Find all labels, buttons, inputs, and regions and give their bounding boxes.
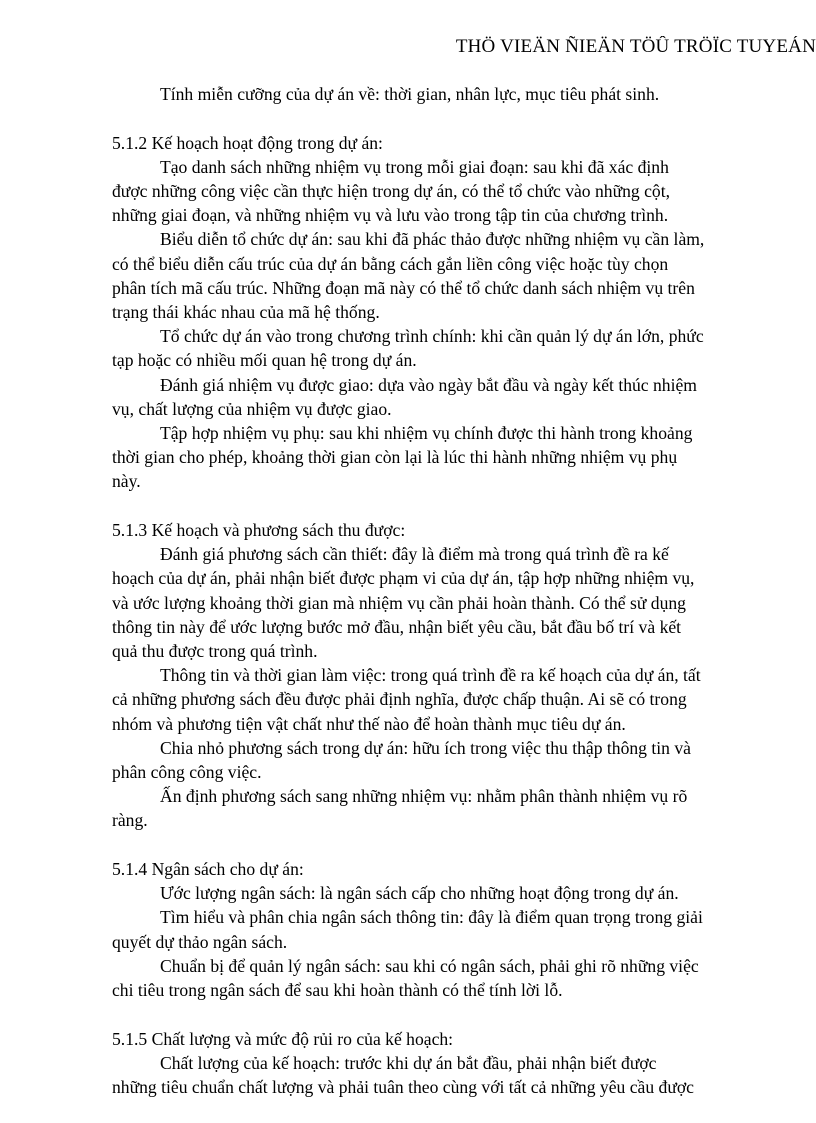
paragraph-line: trạng thái khác nhau của mã hệ thống. <box>112 302 380 323</box>
intro-line: Tính miễn cưỡng của dự án về: thời gian, nhân lực, mục tiêu phát sinh. <box>160 84 660 104</box>
paragraph-line: Tạo danh sách những nhiệm vụ trong mỗi giai đoạn: sau khi đã xác định <box>160 156 669 177</box>
paragraph-line: ràng. <box>112 810 148 831</box>
paragraph-line: Chia nhỏ phương sách trong dự án: hữu ích trong việc thu thập thông tin và <box>160 737 691 758</box>
paragraph-line: được những công việc cần thực hiện trong dự án, có thể tổ chức vào những cột, <box>112 181 671 201</box>
paragraph-line: Tìm hiểu và phân chia ngân sách thông tin: đây là điểm quan trọng trong giải <box>160 907 703 928</box>
paragraph-line: Tập hợp nhiệm vụ phụ: sau khi nhiệm vụ chính được thi hành trong khoảng <box>160 423 693 444</box>
paragraph-line: quyết dự thảo ngân sách. <box>112 931 288 952</box>
paragraph-line: có thể biểu diễn cấu trúc của dự án bằng cách gắn liền công việc hoặc tùy chọn <box>112 253 669 274</box>
page-header: THÖ VIEÄN ÑIEÄN TÖÛ TRÖÏC TUYEÁN <box>455 36 816 57</box>
paragraph-line: Ấn định phương sách sang những nhiệm vụ: nhằm phân thành nhiệm vụ rõ <box>160 786 688 807</box>
paragraph-line: phân tích mã cấu trúc. Những đoạn mã này có thể tổ chức danh sách nhiệm vụ trên <box>112 277 695 298</box>
paragraph-line: thông tin này để ước lượng bước mở đầu, nhận biết yêu cầu, bắt đầu bố trí và kết <box>112 616 682 637</box>
document-body <box>112 82 752 1099</box>
paragraph-line: và ước lượng khoảng thời gian mà nhiệm vụ cần phải hoàn thành. Có thể sử dụng <box>112 592 686 613</box>
paragraph-line: Chất lượng của kế hoạch: trước khi dự án bắt đầu, phải nhận biết được <box>160 1052 657 1073</box>
paragraph-line: cả những phương sách đều được phải định nghĩa, được chấp thuận. Ai sẽ có trong <box>112 689 687 710</box>
paragraph-line: Chuẩn bị để quản lý ngân sách: sau khi có ngân sách, phải ghi rõ những việc <box>160 955 699 976</box>
paragraph-line: Đánh giá nhiệm vụ được giao: dựa vào ngày bắt đầu và ngày kết thúc nhiệm <box>160 374 697 395</box>
paragraph-line: những tiêu chuẩn chất lượng và phải tuân theo cùng với tất cả những yêu cầu được <box>112 1077 694 1098</box>
paragraph-line: Đánh giá phương sách cần thiết: đây là điểm mà trong quá trình đề ra kế <box>160 544 669 565</box>
paragraph-line: chi tiêu trong ngân sách để sau khi hoàn thành có thể tính lời lỗ. <box>112 980 563 1001</box>
paragraph-line: này. <box>112 471 141 492</box>
paragraph-line: Ước lượng ngân sách: là ngân sách cấp cho những hoạt động trong dự án. <box>160 883 679 904</box>
paragraph-line: Thông tin và thời gian làm việc: trong quá trình đề ra kế hoạch của dự án, tất <box>160 665 701 686</box>
paragraph-line: nhóm và phương tiện vật chất như thế nào để hoàn thành mục tiêu dự án. <box>112 713 626 734</box>
paragraph-line: hoạch của dự án, phải nhận biết được phạm vi của dự án, tập hợp những nhiệm vụ, <box>112 568 695 589</box>
section-heading-5-1-5: 5.1.5 Chất lượng và mức độ rủi ro của kế hoạch: <box>112 1028 454 1049</box>
paragraph-line: thời gian cho phép, khoảng thời gian còn lại là lúc thi hành những nhiệm vụ phụ <box>112 447 678 468</box>
paragraph-line: vụ, chất lượng của nhiệm vụ được giao. <box>112 398 392 419</box>
section-heading-5-1-3: 5.1.3 Kế hoạch và phương sách thu được: <box>112 520 406 541</box>
paragraph-line: những giai đoạn, và những nhiệm vụ và lưu vào trong tập tin của chương trình. <box>112 205 669 226</box>
paragraph-line: Biểu diễn tổ chức dự án: sau khi đã phác thảo được những nhiệm vụ cần làm, <box>160 229 705 250</box>
paragraph-line: quả thu được trong quá trình. <box>112 641 318 662</box>
paragraph-line: Tổ chức dự án vào trong chương trình chính: khi cần quản lý dự án lớn, phức <box>160 326 704 347</box>
section-heading-5-1-4: 5.1.4 Ngân sách cho dự án: <box>112 859 304 880</box>
section-heading-5-1-2: 5.1.2 Kế hoạch hoạt động trong dự án: <box>112 132 383 153</box>
paragraph-line: tạp hoặc có nhiều mối quan hệ trong dự án. <box>112 350 417 371</box>
paragraph-line: phân công công việc. <box>112 762 262 783</box>
